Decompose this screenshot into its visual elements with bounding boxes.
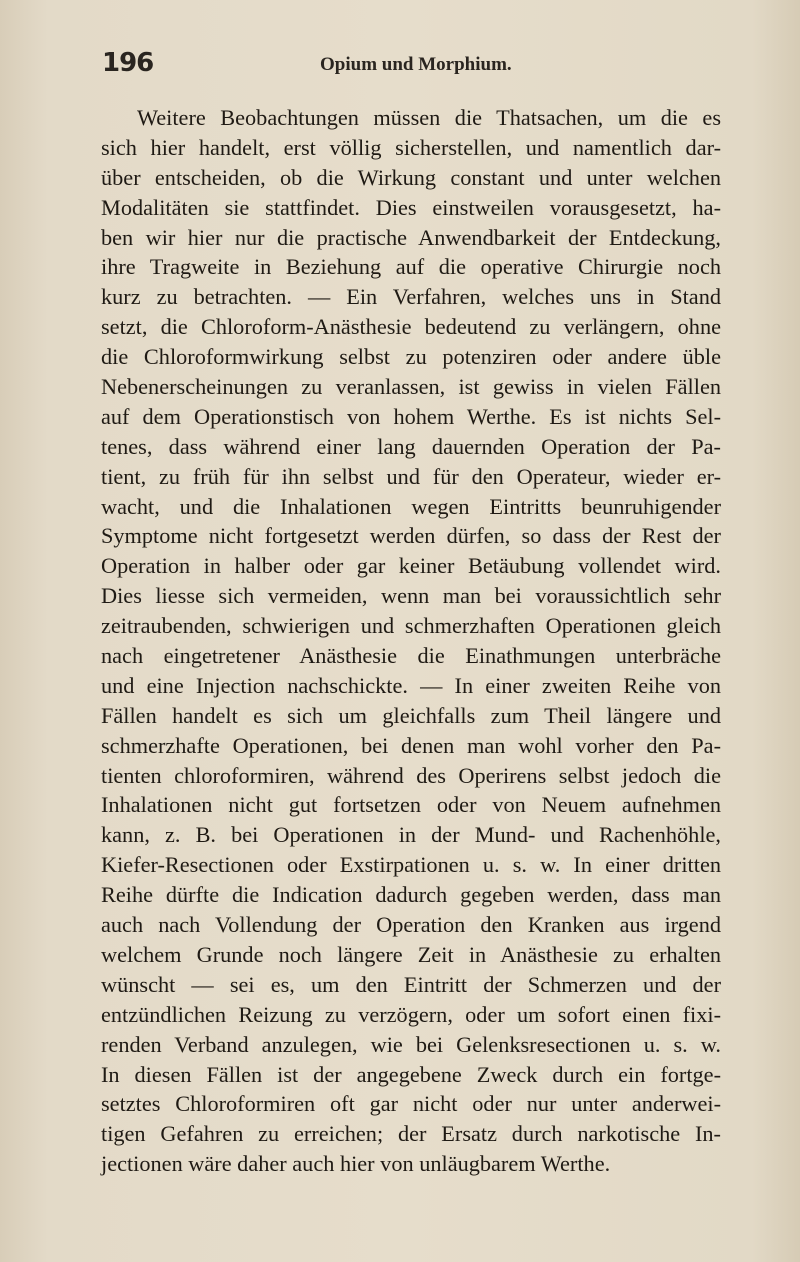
text-line: jectionen wäre daher auch hier von unläugbarem Werthe. xyxy=(101,1151,611,1177)
text-line: die Chloroformwirkung selbst zu potenziren oder andere üble xyxy=(101,344,721,370)
text-line: tienten chloroformiren, während des Operirens selbst jedoch die xyxy=(101,762,721,788)
text-line: Symptome nicht fortgesetzt werden dürfen, so dass der Rest der xyxy=(101,523,721,549)
text-line: und eine Injection nachschickte. — In einer zweiten Reihe von xyxy=(101,672,721,698)
text-line: auch nach Vollendung der Operation den Kranken aus irgend xyxy=(101,912,721,938)
text-line: Kiefer-Resectionen oder Exstirpationen u. s. w. In einer dritten xyxy=(101,852,721,878)
text-line: entzündlichen Reizung zu verzögern, oder um sofort einen fixi- xyxy=(101,1001,721,1027)
text-line: auf dem Operationstisch von hohem Werthe. Es ist nichts Sel- xyxy=(101,403,721,429)
text-line: kann, z. B. bei Operationen in der Mund- und Rachenhöhle, xyxy=(101,822,721,848)
text-line: Inhalationen nicht gut fortsetzen oder von Neuem aufnehmen xyxy=(101,792,721,818)
text-line: wünscht — sei es, um den Eintritt der Schmerzen und der xyxy=(101,971,721,997)
text-line: tenes, dass während einer lang dauernden Operation der Pa- xyxy=(101,433,721,459)
text-line: setztes Chloroformiren oft gar nicht oder nur unter anderwei- xyxy=(101,1091,721,1117)
text-line: über entscheiden, ob die Wirkung constant und unter welchen xyxy=(101,164,721,190)
text-line: tigen Gefahren zu erreichen; der Ersatz durch narkotische In- xyxy=(101,1121,721,1147)
text-line: schmerzhafte Operationen, bei denen man wohl vorher den Pa- xyxy=(101,732,721,758)
text-line: Operation in halber oder gar keiner Betäubung vollendet wird. xyxy=(101,553,721,579)
page-number: 196 xyxy=(102,48,154,78)
text-line: ben wir hier nur die practische Anwendbarkeit der Entdeckung, xyxy=(101,224,721,250)
text-line: Fällen handelt es sich um gleichfalls zum Theil längere und xyxy=(101,702,721,728)
text-line: nach eingetretener Anästhesie die Einathmungen unterbräche xyxy=(101,643,721,669)
text-line: wacht, und die Inhalationen wegen Eintritts beunruhigender xyxy=(101,493,721,519)
body-text xyxy=(101,103,721,1179)
text-line: Nebenerscheinungen zu veranlassen, ist gewiss in vielen Fällen xyxy=(101,374,721,400)
text-line: Dies liesse sich vermeiden, wenn man bei voraussichtlich sehr xyxy=(101,583,721,609)
text-line: ihre Tragweite in Beziehung auf die operative Chirurgie noch xyxy=(101,254,721,280)
text-line: Modalitäten sie stattfindet. Dies einstweilen vorausgesetzt, ha- xyxy=(101,194,721,220)
running-title: Opium und Morphium. xyxy=(320,54,512,75)
text-line: tient, zu früh für ihn selbst und für den Operateur, wieder er- xyxy=(101,463,721,489)
text-line: sich hier handelt, erst völlig sicherstellen, und namentlich dar- xyxy=(101,134,721,160)
running-head xyxy=(0,48,800,88)
text-line: Reihe dürfte die Indication dadurch gegeben werden, dass man xyxy=(101,882,721,908)
text-line: renden Verband anzulegen, wie bei Gelenksresectionen u. s. w. xyxy=(101,1031,721,1057)
text-line: Weitere Beobachtungen müssen die Thatsachen, um die es xyxy=(137,105,721,130)
text-line: welchem Grunde noch längere Zeit in Anästhesie zu erhalten xyxy=(101,941,721,967)
text-line: setzt, die Chloroform-Anästhesie bedeutend zu verlängern, ohne xyxy=(101,314,721,340)
text-line: In diesen Fällen ist der angegebene Zweck durch ein fortge- xyxy=(101,1061,721,1087)
text-line: zeitraubenden, schwierigen und schmerzhaften Operationen gleich xyxy=(101,613,721,639)
text-line: kurz zu betrachten. — Ein Verfahren, welches uns in Stand xyxy=(101,284,721,310)
